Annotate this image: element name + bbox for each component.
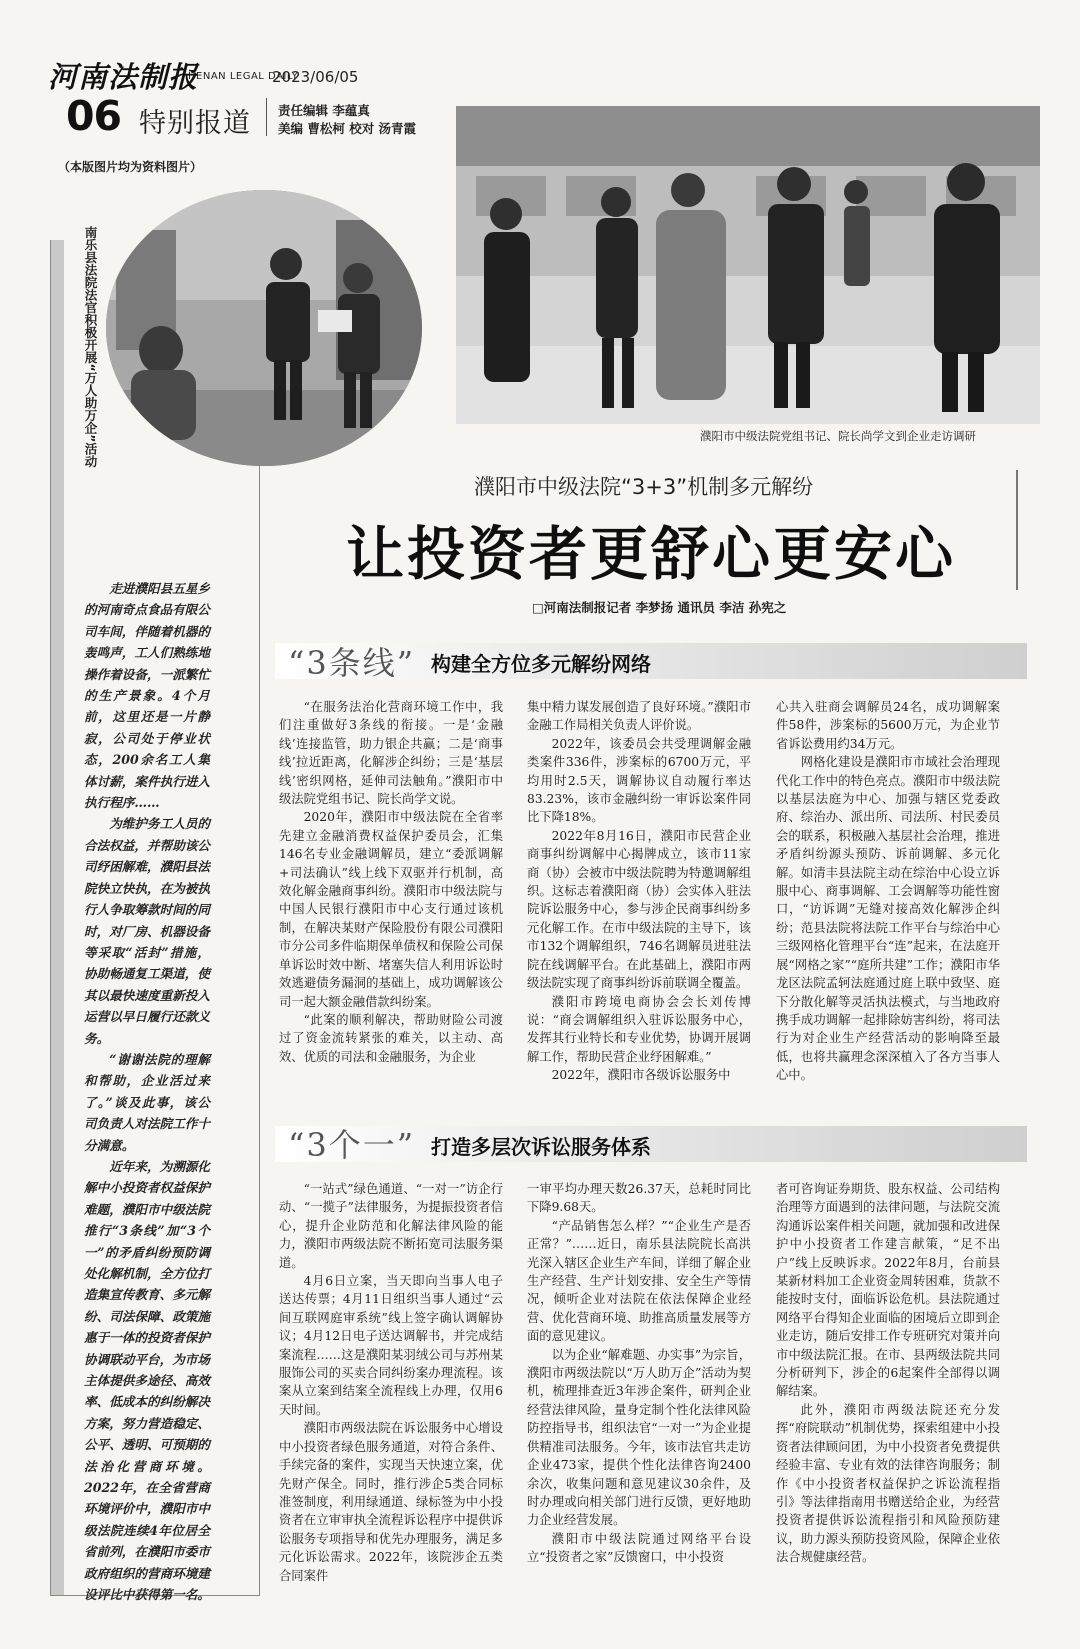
- body-paragraph: 此外，濮阳市两级法院还充分发挥“府院联动”机制优势，探索组建中小投资者法律顾问团，为中小投资者免费提供经验丰富、专业有效的法律咨询服务；制作《中小投资者权益保护之诉讼流程指引》等法律指南用书赠送给企业，为经营投资者提供诉讼流程指引和风险预防建议，助力源头预防投资风险，保障企业依法合规健康经营。: [776, 1402, 1000, 1565]
- body-column-4: [279, 1180, 503, 1600]
- enterprise-visit-photo: [456, 106, 1040, 424]
- sidebar-paragraph: “谢谢法院的理解和帮助，企业活过来了。”谈及此事，该公司负责人对法院工作十分满意。: [84, 1051, 210, 1153]
- body-paragraph: 濮阳市两级法院在诉讼服务中心增设中小投资者绿色服务通道，对符合条件、手续完备的案件，实现当天快速立案，优先财产保全。同时，推行涉企5类合同标准签制度，利用绿通道、绿标签为中小投资者在立审审执全流程诉讼程序中提供诉讼服务专项指导和优先办理服务，满足多元化诉讼需求。2022年，该院涉企五类合同案件: [279, 1421, 503, 1583]
- body-paragraph: 者可咨询证券期货、股东权益、公司结构治理等方面遇到的法律问题，与法院交流沟通诉讼案件相关问题，就加强和改进保护中小投资者工作建言献策，“足不出户”线上反映诉求。2022年8月，台前县某新材料加工企业资金周转困难，货款不能按时支付，面临诉讼危机。县法院通过网络平台得知企业面临的困境后立即到企业走访，随后安排工作专班研究对策并向市中级法院汇报。在市、县两级法院共同分析研判下，涉企的6起案件全部得以调解结案。: [776, 1182, 1000, 1399]
- sidebar-paragraph: 走进濮阳县五星乡的河南奇点食品有限公司车间，伴随着机器的轰鸣声，工人们熟练地操作着设备，一派繁忙的生产景象。4个月前，这里还是一片静寂，公司处于停业状态，200余名工人集体讨薪，案件执行进入执行程序……: [84, 581, 210, 811]
- section-1-keyword: “3条线”: [288, 644, 416, 682]
- body-column-5: [527, 1180, 751, 1600]
- body-paragraph: “产品销售怎么样？”“企业生产是否正常？”……近日，南乐县法院院长高洪光深入辖区企业生产车间，详细了解企业生产经营、生产计划安排、安全生产等情况，倾听企业对法院在依法保障企业经营、优化营商环境、助推高质量发展等方面的意见建议。: [527, 1218, 751, 1344]
- body-paragraph: 心共入驻商会调解员24名，成功调解案件58件，涉案标的5600万元，为企业节省诉讼费用约34万元。: [776, 700, 1000, 751]
- body-paragraph: 2022年8月16日，濮阳市民营企业商事纠纷调解中心揭牌成立，该市11家商（协）会被市中级法院聘为特邀调解组织。这标志着濮阳商（协）会实体入驻法院诉讼服务中心，参与涉企民商事纠纷多元化解工作。在市中级法院的主导下，该市132个调解组织，746名调解员进驻法院在线调解平台。在此基础上，濮阳市两级法院实现了商事纠纷诉前联调全覆盖。: [527, 828, 751, 991]
- sidebar-paragraph: 近年来，为溯源化解中小投资者权益保护难题，濮阳市中级法院推行“3条线”加“3个一”的矛盾纠纷预防调处化解机制，全方位打造集宣传教育、多元解纷、司法保障、政策施惠于一体的投资者保护协调联动平台，为市场主体提供多途径、高效率、低成本的纠纷解决方案，努力营造稳定、公平、透明、可预期的法治化营商环境。2022年，在全省营商环境评价中，濮阳市中级法院连续4年位居全省前列，在濮阳市委市政府组织的营商环境建设评比中获得第一名。: [84, 1158, 210, 1603]
- body-paragraph: 4月6日立案，当天即向当事人电子送达传票；4月11日组织当事人通过“云间互联网庭审系统”线上签字确认调解协议；4月12日电子送达调解书，并完成结案流程……这是濮阳某羽绒公司与苏州某服饰公司的买卖合同纠纷案办理流程。该案从立案到结案全流程线上办理，仅用6天时间。: [279, 1274, 503, 1417]
- main-photo-caption: 濮阳市中级法院党组书记、院长尚学文到企业走访调研: [700, 429, 976, 443]
- article-subtitle: 濮阳市中级法院“3+3”机制多元解纷: [474, 475, 814, 499]
- body-column-1: [279, 698, 503, 1106]
- masthead-english-name: HENAN LEGAL DAILY: [188, 71, 299, 82]
- masthead-divider: [266, 98, 267, 136]
- masthead-logo: 河南法制报: [48, 60, 199, 94]
- body-paragraph: 2022年，濮阳市各级诉讼服务中: [551, 1068, 731, 1083]
- designer-proof-credit: 美编 曹松柯 校对 汤青霞: [278, 121, 417, 136]
- sidebar-paragraph: 为维护务工人员的合法权益，并帮助该公司纾困解难，濮阳县法院快立快执，在为被执行人争取筹款时间的同时，对厂房、机器设备等采取“活封”措施，协助畅通复工渠道，使其以最快速度重新投入运营以早日履行还款义务。: [84, 816, 210, 1046]
- body-column-6: [776, 1180, 1000, 1600]
- body-paragraph: 2022年，该委员会共受理调解金融类案件336件，涉案标的6700万元，平均用时2.5天，调解协议自动履行率达83.23%，该市金融纠纷一审诉讼案件同比下降18%。: [527, 736, 751, 825]
- page-number: 06: [66, 92, 122, 140]
- issue-date: 2023/06/05: [272, 68, 359, 86]
- body-column-2: [527, 698, 751, 1106]
- body-paragraph: 集中精力谋发展创造了良好环境。”濮阳市金融工作局相关负责人评价说。: [527, 700, 751, 733]
- section-name: 特别报道: [139, 108, 251, 139]
- body-paragraph: 以为企业“解难题、办实事”为宗旨，濮阳市两级法院以“万人助万企”活动为契机，梳理排查近3年涉企案件，研判企业经营法律风险，量身定制个性化法律风险防控指导书，组织法官“一对一”为企业提供精准司法服务。今年，该市法官共走访企业473家，提供个性化法律咨询2400余次，收集问题和意见建议30余件，及时办理或向相关部门进行反馈，更好地助力企业经营发展。: [527, 1347, 751, 1528]
- heading-divider: [1016, 470, 1018, 590]
- body-column-3: [776, 698, 1000, 1106]
- section-2-title: 打造多层次诉讼服务体系: [431, 1135, 651, 1159]
- article-byline: □河南法制报记者 李梦扬 通讯员 李洁 孙宪之: [532, 600, 787, 615]
- body-paragraph: 网格化建设是濮阳市市域社会治理现代化工作中的特色亮点。濮阳市中级法院以基层法庭为中心、加强与辖区党委政府、综治办、派出所、司法所、村民委员会的联系，积极融入基层社会治理，推进矛盾纠纷源头预防、诉前调解、多元化解。如清丰县法院主动在综治中心设立诉服中心、商事调解、工会调解等功能性窗口，“访诉调”无缝对接高效化解涉企纠纷；范县法院将法院工作平台与综治中心三级网格化管理平台“连”起来，在法庭开展“网格之家”“庭所共建”工作；濮阳市华龙区法院孟轲法庭通过庭上联中致坚、庭下分散化解等灵活执法模式，与当地政府携手成功调解一起排除妨害纠纷，将司法行为对企业生产经营活动的影响降至最低，也将共赢理念深深植入了各方当事人心中。: [776, 755, 1000, 1083]
- body-paragraph: 濮阳市跨境电商协会会长刘传博说：“商会调解组织入驻诉讼服务中心，发挥其行业特长和专业优势，协调开展调解工作，帮助民营企业纾困解难。”: [527, 994, 751, 1064]
- body-paragraph: “在服务法治化营商环境工作中，我们注重做好3条线的衔接。一是‘金融线’连接监管，助力银企共赢；二是‘商事线’拉近距离，化解涉企纠纷；三是‘基层线’密织网格，延伸司法触角。”濮阳市中级法院党组书记、院长尚学文说。: [279, 700, 503, 807]
- section-2-keyword: “3个一”: [288, 1126, 416, 1164]
- section-1-title: 构建全方位多元解纷网络: [431, 652, 651, 676]
- body-paragraph: “一站式”绿色通道、“一对一”访企行动、“一揽子”法律服务，为提振投资者信心，提升企业防范和化解法律风险的能力，濮阳市两级法院不断拓宽司法服务渠道。: [279, 1182, 503, 1270]
- editor-credit: 责任编辑 李蕴真: [278, 103, 370, 118]
- sidebar-lead-text: [84, 578, 210, 1606]
- article-title: 让投资者更舒心更安心: [346, 520, 957, 588]
- photo-source-note: （本版图片均为资料图片）: [58, 160, 203, 174]
- body-paragraph: 2020年，濮阳市中级法院在全省率先建立金融消费权益保护委员会，汇集146名专业金融调解员，建立“委派调解+司法确认”线上线下双驱并行机制，高效化解金融商事纠纷。濮阳市中级法院与中国人民银行濮阳市中心支行通过该机制，在解决某财产保险股份有限公司濮阳市分公司多件临期保单债权和保险公司保单诉讼时效中断、堵塞失信人利用诉讼时效逃避债务漏洞的基础上，成功调解该公司一起大额金融借款纠纷案。: [279, 810, 503, 1009]
- body-paragraph: 濮阳市中级法院通过网络平台设立“投资者之家”反馈窗口，中小投资: [527, 1531, 751, 1565]
- court-visit-photo: [106, 190, 422, 466]
- body-paragraph: “此案的顺利解决，帮助财险公司渡过了资金流转紧张的难关，以主动、高效、优质的司法和金融服务，为企业: [279, 1012, 503, 1064]
- circle-photo-caption: 南乐县法院法官积极开展“万人助万企”活动: [83, 226, 98, 468]
- body-paragraph: 一审平均办理天数26.37天，总耗时同比下降9.68天。: [527, 1182, 751, 1215]
